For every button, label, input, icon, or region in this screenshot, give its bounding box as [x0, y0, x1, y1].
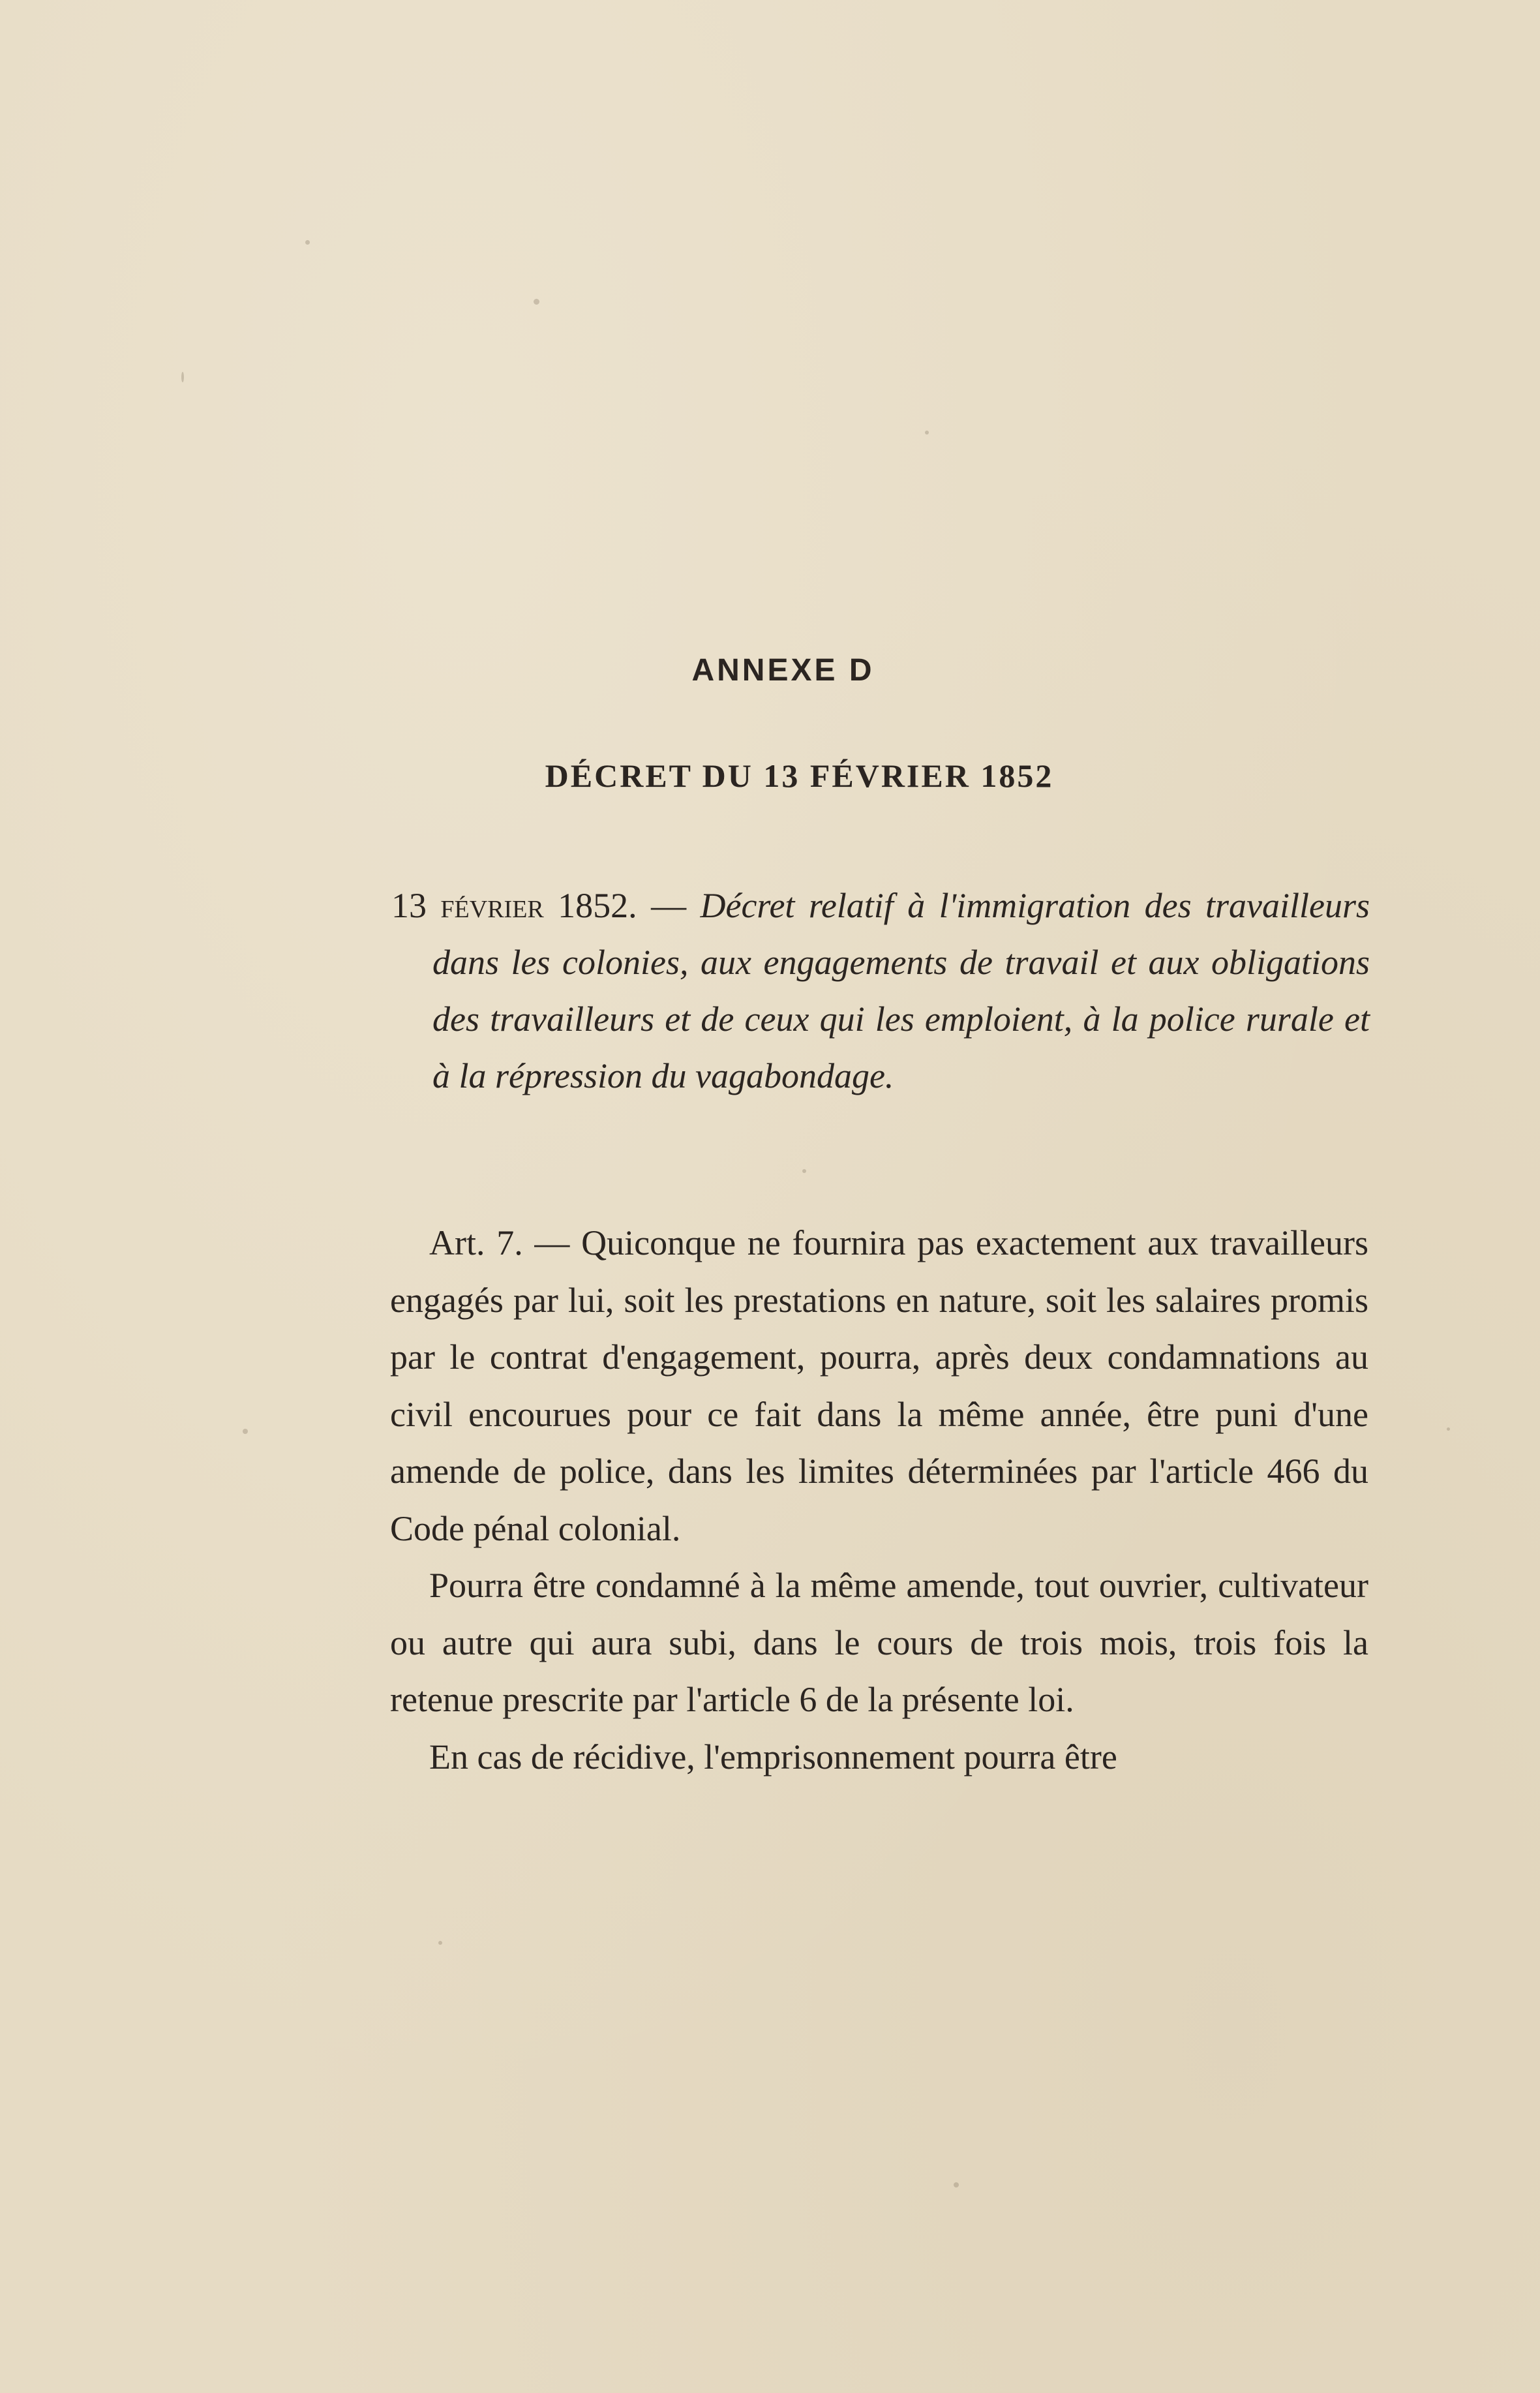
paper-speck — [438, 1941, 442, 1945]
paper-speck — [243, 1429, 248, 1434]
paper-speck — [181, 372, 184, 382]
summary-date: 13 février 1852. — [391, 886, 637, 925]
paper-speck — [925, 431, 929, 434]
paper-speck — [534, 299, 539, 305]
decree-summary — [391, 877, 1370, 1105]
article-paragraph: Pourra être condamné à la même amende, tout ouvrier, cultivateur ou autre qui aura subi, dans le cours de trois mois, trois fois la retenue prescrite par l'article 6 de la présente loi. — [390, 1566, 1368, 1719]
annex-title: ANNEXE D — [691, 653, 875, 688]
paper-speck — [954, 2182, 959, 2187]
paper-speck — [802, 1169, 806, 1173]
paper-speck — [305, 240, 310, 245]
summary-paragraph — [391, 877, 1370, 1105]
article-text — [390, 1215, 1368, 1786]
summary-description: Décret relatif à l'immigration des travailleurs dans les colonies, aux engagements de travail et aux obligations des travailleurs et de ceux qui les emploient, à la police rurale et à la répression du vagabondage. — [432, 886, 1370, 1095]
summary-dash: — — [637, 886, 701, 925]
article-paragraph: En cas de récidive, l'emprisonnement pourra être — [429, 1737, 1117, 1776]
article-paragraph: Art. 7. — Quiconque ne fournira pas exactement aux travailleurs engagés par lui, soit les prestations en nature, soit les salaires promis par le contrat d'engagement, pourra, après deux condamnations au civil encourues pour ce fait dans la même année, être puni d'une amende de police, dans les limites déterminées par l'article 466 du Code pénal colonial. — [390, 1223, 1368, 1548]
decree-title: DÉCRET DU 13 FÉVRIER 1852 — [545, 757, 1054, 794]
paper-speck — [1447, 1427, 1450, 1431]
